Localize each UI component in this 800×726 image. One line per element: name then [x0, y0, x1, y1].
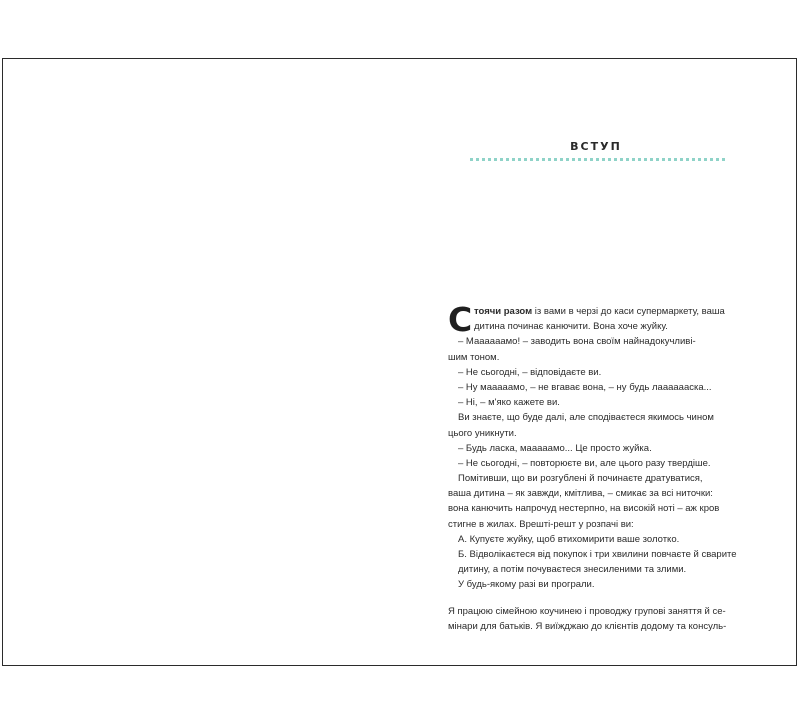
- text-line: ваша дитина – як завжди, кмітлива, – смикає за всі ниточки:: [448, 488, 713, 500]
- text-line: – Маааааамо! – заводить вона своїм найнадокучливі-: [458, 336, 696, 348]
- text-line: У будь-якому разі ви програли.: [458, 579, 595, 591]
- opening-line-1-rest: із вами в черзі до каси супермаркету, ваша: [532, 306, 725, 317]
- text-line: стигне в жилах. Врешті-решт у розпачі ви:: [448, 518, 634, 530]
- chapter-heading: ВСТУП: [570, 140, 622, 153]
- text-line: – Будь ласка, мааааамо... Це просто жуйка.: [458, 442, 652, 454]
- opening-paragraph: [448, 300, 748, 339]
- text-line: цього уникнути.: [448, 427, 517, 439]
- text-line: мінари для батьків. Я виїжджаю до клієнтів додому та консуль-: [448, 620, 727, 632]
- opening-line-1: [474, 304, 725, 319]
- body-text: [448, 300, 748, 634]
- text-line: А. Купуєте жуйку, щоб втихомирити ваше золотко.: [458, 533, 680, 545]
- lead-in: тоячи разом: [474, 306, 533, 317]
- text-line: шим тоном.: [448, 351, 500, 363]
- text-line: Помітивши, що ви розгублені й починаєте дратуватися,: [458, 473, 703, 485]
- text-line: Ви знаєте, що буде далі, але сподіваєтеся якимось чином: [458, 412, 714, 424]
- text-line: – Ну мааааамо, – не вгаває вона, – ну будь лааааааска...: [458, 381, 712, 393]
- text-paragraph: Б. Відволікаєтеся від покупок і три хвилини повчаєте й сварите дитину, а потім почуваєтеся знесиленими та злими.: [458, 549, 737, 576]
- opening-line-2: дитина починає канючити. Вона хоче жуйку.: [474, 321, 668, 333]
- text-line: вона канючить напрочуд нестерпно, на високій ноті – аж кров: [448, 503, 720, 515]
- text-line: – Ні, – м'яко кажете ви.: [458, 397, 560, 409]
- heading-dotted-rule: [470, 158, 725, 161]
- text-line: – Не сьогодні, – повторюєте ви, але цього разу твердіше.: [458, 457, 711, 469]
- text-line: Я працюю сімейною коучинею і проводжу групові заняття й се-: [448, 605, 726, 617]
- paragraph-gap: [448, 593, 748, 604]
- text-line: – Не сьогодні, – відповідаєте ви.: [458, 366, 602, 378]
- drop-cap: С: [448, 300, 473, 339]
